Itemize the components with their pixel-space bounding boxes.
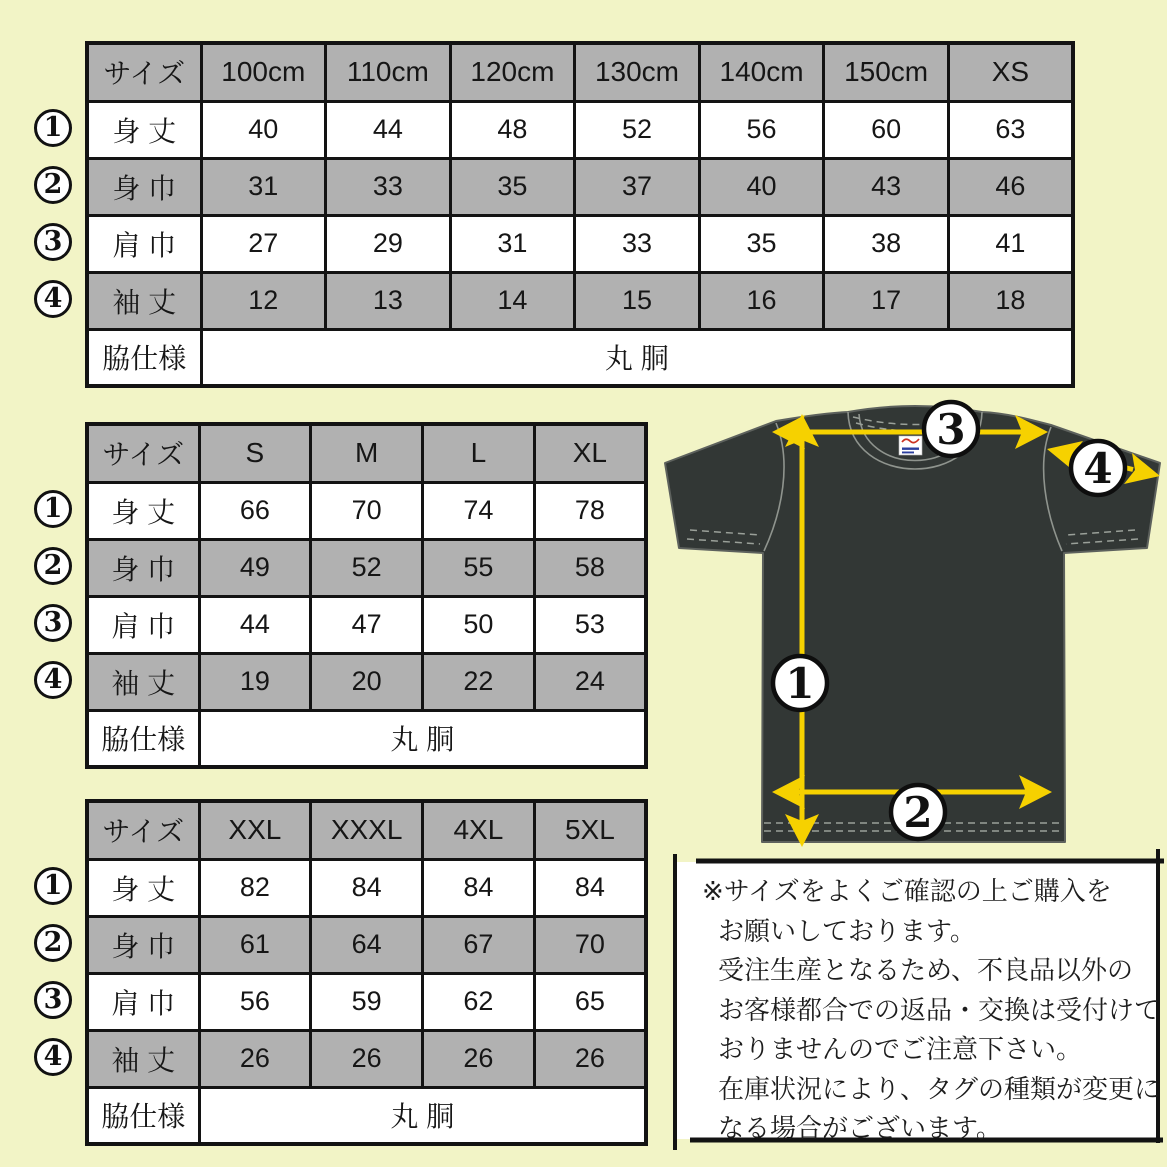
size-table-adult: [43, 422, 648, 769]
measure-circle-4: [1071, 441, 1125, 495]
column-header: XXXL: [311, 801, 423, 859]
row-label-cell: 身 丈: [87, 101, 201, 158]
value-cell: 15: [575, 272, 700, 329]
column-header: 150cm: [824, 43, 949, 101]
measure-marker-2: 2: [34, 547, 72, 585]
footer-value-cell: 丸 胴: [199, 1087, 646, 1144]
tshirt-diagram: [660, 392, 1165, 852]
value-cell: 46: [948, 158, 1073, 215]
row-label-cell: 身 巾: [87, 916, 199, 973]
value-cell: 56: [199, 973, 311, 1030]
size-table-plus: [43, 799, 648, 1146]
size-table-kids: [43, 41, 1075, 388]
value-cell: 48: [450, 101, 575, 158]
column-header: 5XL: [534, 801, 646, 859]
brand-tag: [899, 436, 922, 455]
value-cell: 65: [534, 973, 646, 1030]
value-cell: 13: [326, 272, 451, 329]
value-cell: 18: [948, 272, 1073, 329]
value-cell: 84: [311, 859, 423, 916]
column-header: サイズ: [87, 801, 199, 859]
column-header: 4XL: [423, 801, 535, 859]
row-label-cell: 肩 巾: [87, 973, 199, 1030]
value-cell: 47: [311, 596, 423, 653]
value-cell: 62: [423, 973, 535, 1030]
row-label-cell: 身 丈: [87, 859, 199, 916]
value-cell: 59: [311, 973, 423, 1030]
value-cell: 52: [575, 101, 700, 158]
size-table-plus-grid: [85, 799, 648, 1146]
measure-circle-digit: 3: [936, 405, 966, 454]
measure-marker-4: 4: [34, 280, 72, 318]
footer-label-cell: 脇仕様: [87, 329, 201, 386]
row-label-cell: 身 巾: [87, 539, 199, 596]
column-header: XL: [534, 424, 646, 482]
value-cell: 40: [201, 101, 326, 158]
note-line: 在庫状況により、タグの種類が変更に: [718, 1073, 1161, 1104]
column-header: 130cm: [575, 43, 700, 101]
column-header: L: [423, 424, 535, 482]
measure-circle-digit: 4: [1083, 444, 1113, 493]
value-cell: 35: [450, 158, 575, 215]
measure-marker-3: 3: [34, 981, 72, 1019]
value-cell: 61: [199, 916, 311, 973]
measure-circle-3: [924, 402, 978, 456]
value-cell: 26: [311, 1030, 423, 1087]
measure-marker-3: 3: [34, 604, 72, 642]
note-line: お客様都合での返品・交換は受付けて: [718, 994, 1161, 1025]
column-header: サイズ: [87, 424, 199, 482]
note-line: お願いしております。: [718, 915, 976, 946]
measure-circle-1: [773, 656, 827, 710]
row-label-cell: 身 丈: [87, 482, 199, 539]
value-cell: 84: [423, 859, 535, 916]
value-cell: 60: [824, 101, 949, 158]
value-cell: 26: [534, 1030, 646, 1087]
value-cell: 31: [201, 158, 326, 215]
value-cell: 40: [699, 158, 824, 215]
value-cell: 14: [450, 272, 575, 329]
value-cell: 33: [326, 158, 451, 215]
value-cell: 43: [824, 158, 949, 215]
value-cell: 56: [699, 101, 824, 158]
row-label-cell: 袖 丈: [87, 1030, 199, 1087]
column-header: XXL: [199, 801, 311, 859]
size-table-adult-grid: [85, 422, 648, 769]
value-cell: 31: [450, 215, 575, 272]
column-header: 120cm: [450, 43, 575, 101]
value-cell: 78: [534, 482, 646, 539]
value-cell: 17: [824, 272, 949, 329]
value-cell: 64: [311, 916, 423, 973]
column-header: S: [199, 424, 311, 482]
row-label-cell: 肩 巾: [87, 596, 199, 653]
value-cell: 24: [534, 653, 646, 710]
note-line: おりませんのでご注意下さい。: [718, 1034, 1083, 1064]
notes-box: [702, 872, 1161, 1149]
footer-value-cell: 丸 胴: [199, 710, 646, 767]
value-cell: 52: [311, 539, 423, 596]
value-cell: 37: [575, 158, 700, 215]
value-cell: 33: [575, 215, 700, 272]
measure-marker-1: 1: [34, 867, 72, 905]
row-label-cell: 肩 巾: [87, 215, 201, 272]
measure-marker-1: 1: [34, 109, 72, 147]
value-cell: 19: [199, 653, 311, 710]
value-cell: 26: [423, 1030, 535, 1087]
column-header: XS: [948, 43, 1073, 101]
value-cell: 82: [199, 859, 311, 916]
measure-marker-1: 1: [34, 490, 72, 528]
value-cell: 50: [423, 596, 535, 653]
value-cell: 84: [534, 859, 646, 916]
column-header: 140cm: [699, 43, 824, 101]
column-header: 110cm: [326, 43, 451, 101]
size-table-kids-grid: [85, 41, 1075, 388]
value-cell: 20: [311, 653, 423, 710]
column-header: サイズ: [87, 43, 201, 101]
value-cell: 44: [199, 596, 311, 653]
measure-marker-4: 4: [34, 1038, 72, 1076]
footer-label-cell: 脇仕様: [87, 1087, 199, 1144]
value-cell: 12: [201, 272, 326, 329]
measure-circle-2: [891, 785, 945, 839]
value-cell: 58: [534, 539, 646, 596]
note-line: ※サイズをよくご確認の上ご購入を: [702, 876, 1112, 906]
footer-label-cell: 脇仕様: [87, 710, 199, 767]
value-cell: 41: [948, 215, 1073, 272]
value-cell: 74: [423, 482, 535, 539]
row-label-cell: 袖 丈: [87, 272, 201, 329]
value-cell: 29: [326, 215, 451, 272]
row-label-cell: 袖 丈: [87, 653, 199, 710]
value-cell: 67: [423, 916, 535, 973]
measure-marker-2: 2: [34, 166, 72, 204]
value-cell: 70: [534, 916, 646, 973]
value-cell: 49: [199, 539, 311, 596]
value-cell: 70: [311, 482, 423, 539]
column-header: 100cm: [201, 43, 326, 101]
value-cell: 53: [534, 596, 646, 653]
value-cell: 22: [423, 653, 535, 710]
value-cell: 35: [699, 215, 824, 272]
measure-marker-2: 2: [34, 924, 72, 962]
row-label-cell: 身 巾: [87, 158, 201, 215]
value-cell: 38: [824, 215, 949, 272]
note-line: 受注生産となるため、不良品以外の: [718, 955, 1133, 985]
value-cell: 55: [423, 539, 535, 596]
measure-circle-digit: 2: [903, 788, 933, 837]
value-cell: 27: [201, 215, 326, 272]
value-cell: 44: [326, 101, 451, 158]
note-line: なる場合がございます。: [718, 1113, 1002, 1143]
measure-marker-3: 3: [34, 223, 72, 261]
measure-marker-4: 4: [34, 661, 72, 699]
value-cell: 63: [948, 101, 1073, 158]
column-header: M: [311, 424, 423, 482]
measure-circle-digit: 1: [785, 659, 815, 708]
value-cell: 16: [699, 272, 824, 329]
value-cell: 26: [199, 1030, 311, 1087]
value-cell: 66: [199, 482, 311, 539]
footer-value-cell: 丸 胴: [201, 329, 1073, 386]
